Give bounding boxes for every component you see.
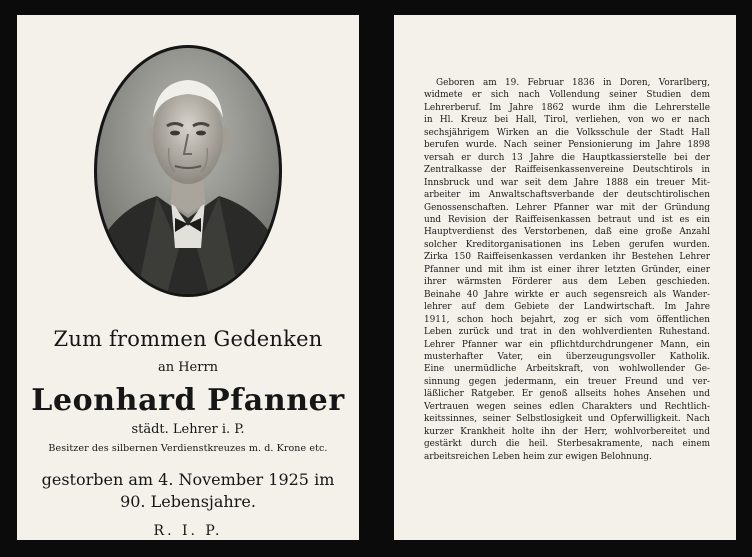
rip-line: R. I. P. <box>153 523 223 539</box>
biography-line: solcher Kreditorganisationen ins Leben gerufen wurden. <box>424 239 710 250</box>
deceased-name: Leonhard Pfanner <box>31 383 345 418</box>
biography-line: gestärkt durch die heil. Sterbesakramente, nach einem <box>424 439 710 450</box>
biography-line: sechsjährigem Wirken an die Volksschule der Stadt Hall <box>424 127 710 138</box>
biography-line: Eine unermüdliche Arbeitskraft, von wohlwollender Ge- <box>424 364 710 375</box>
biography-line: ihrer wärmsten Förderer aus dem Leben geschieden. <box>424 277 710 288</box>
biography-line: versah er durch 13 Jahre die Hauptkassierstelle bei der <box>424 152 710 163</box>
biography-line: Leben zurück und trat in den wohlverdienten Ruhestand. <box>424 327 710 338</box>
biography-line: arbeiter im Anwaltschaftsverbande der deutschtirolischen <box>424 190 710 201</box>
biography-line: Beinahe 40 Jahre wirkte er auch segensreich als Wander- <box>424 289 710 300</box>
biography-line: Hauptverdienst des Verstorbenen, daß eine große Anzahl <box>424 227 710 238</box>
biography-line: musterhafter Vater, ein überzeugungsvoller Katholik. <box>424 351 710 362</box>
biography-line: Geboren am 19. Februar 1836 in Doren, Vorarlberg, <box>436 78 710 88</box>
biography-line: in Hl. Kreuz bei Hall, Tirol, verliehen, von wo er nach <box>424 115 710 126</box>
biography-line: Lehrer Pfanner war ein pflichtdurchdrungener Mann, ein <box>424 339 710 350</box>
portrait-photo <box>97 48 279 294</box>
biography-line: Zentralkasse der Raiffeisenkassenvereine Deutschtirols in <box>424 165 710 176</box>
occupation-title: städt. Lehrer i. P. <box>131 422 245 437</box>
salutation: an Herrn <box>157 360 219 375</box>
biography-line: kurzer Krankheit holte ihn der Herr, wohlvorbereitet und <box>424 426 710 437</box>
biography-line: Lehrerberuf. Im Jahre 1862 wurde ihm die Lehrerstelle <box>424 102 710 113</box>
biography-line: Vertrauen wegen seines edlen Charakters und Rechtlich- <box>424 401 710 412</box>
biography-line: berufen wurde. Nach seiner Pensionierung im Jahre 1898 <box>424 140 710 151</box>
biography-line: keitssinnes, seiner Selbstlosigkeit und Opferwilligkeit. Nach <box>424 414 710 425</box>
death-date-line: gestorben am 4. November 1925 im <box>41 470 335 489</box>
biography-line: Genossenschaften. Lehrer Pfanner war mit der Gründung <box>424 202 710 213</box>
biography-line: Pfanner und mit ihm ist einer ihrer letzten Gründer, einer <box>424 264 710 275</box>
biography-line: und Revision der Raiffeisenkassen betraut und ist es ein <box>424 214 710 225</box>
biography-line: widmete er sich nach Vollendung seiner Studien dem <box>424 90 710 101</box>
memorial-heading: Zum frommen Gedenken <box>53 327 323 351</box>
memorial-card-back <box>394 15 736 540</box>
biography-line: lehrer auf dem Gebiete der Landwirtschaft. Im Jahre <box>424 302 710 313</box>
biography-line: läßlicher Ratgeber. Er genoß allseits hohes Ansehen und <box>424 389 710 400</box>
biography-text <box>424 77 710 463</box>
biography-line: arbeitsreichen Leben heim zur ewigen Belohnung. <box>424 451 652 462</box>
biography-line: sinnung gegen jedermann, ein treuer Freund und ver- <box>424 376 710 387</box>
portrait-oval <box>94 45 282 297</box>
memorial-card-front <box>17 15 359 540</box>
biography-line: Zirka 150 Raiffeisenkassen verdanken ihr Bestehen Lehrer <box>424 252 710 263</box>
award-line: Besitzer des silbernen Verdienstkreuzes m. d. Krone etc. <box>48 443 328 454</box>
biography-line: 1911, schon hoch bejahrt, zog er sich vom öffentlichen <box>424 314 710 325</box>
biography-line: Innsbruck und war seit dem Jahre 1888 ein treuer Mit- <box>424 177 710 188</box>
age-line: 90. Lebensjahre. <box>120 492 256 511</box>
